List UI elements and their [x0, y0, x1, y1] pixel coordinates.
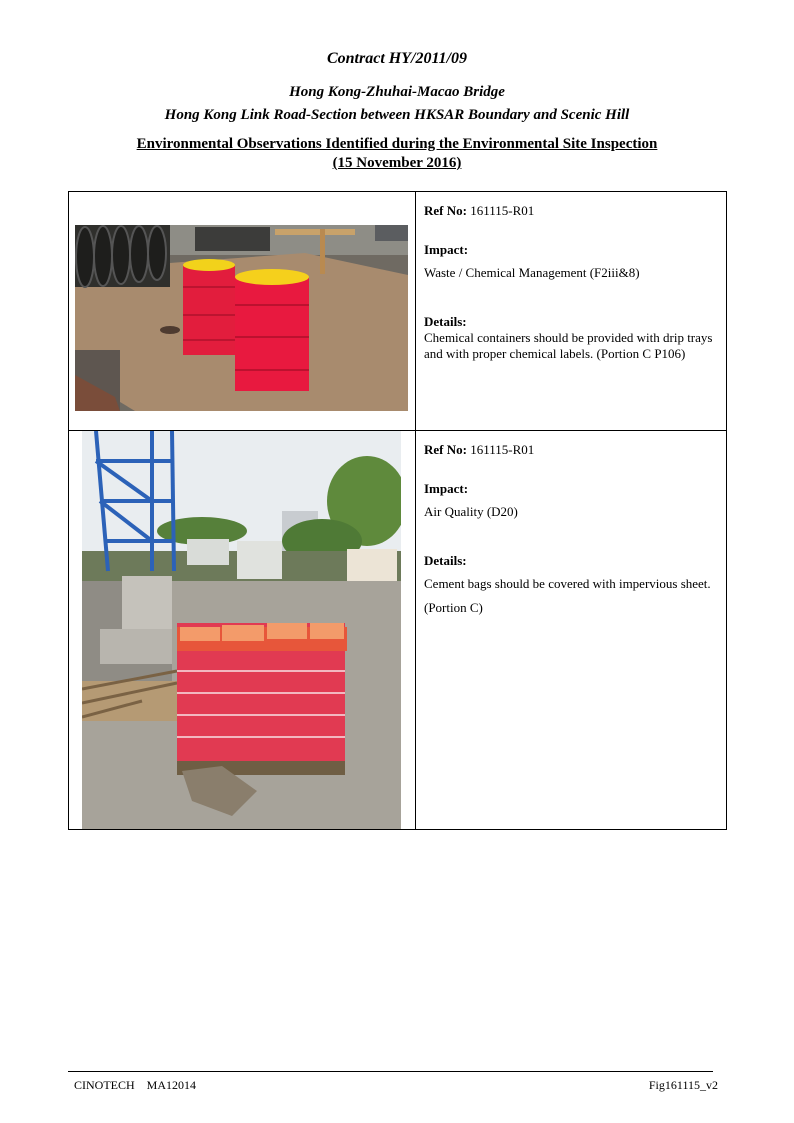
impact-label: Impact: [424, 481, 469, 496]
project-title-line2: Hong Kong Link Road-Section between HKSAR Boundary and Scenic Hill [164, 107, 630, 123]
ref-line [424, 442, 534, 458]
details-label: Details: [424, 553, 467, 568]
contract-number: Contract HY/2011/09 [326, 50, 467, 67]
footer-divider [68, 1071, 713, 1072]
footer-figure-ref: Fig161115_v2 [648, 1078, 718, 1092]
chemical-drums-photo [75, 225, 408, 411]
project-title-line1: Hong Kong-Zhuhai-Macao Bridge [289, 84, 505, 100]
impact-value: Air Quality (D20) [424, 504, 518, 519]
ref-no-value: 161115-R01 [470, 203, 535, 218]
cement-bags-photo [82, 431, 401, 829]
details-value: Chemical containers should be provided with drip trays and with proper chemical labels. (Portion C P106) [424, 330, 713, 361]
ref-no-label: Ref No: [424, 203, 467, 218]
details-label: Details: [424, 314, 467, 329]
inspection-date: (15 November 2016) [332, 155, 462, 171]
photo-cell [69, 431, 416, 829]
ref-no-label: Ref No: [424, 442, 467, 457]
observation-row [69, 431, 726, 829]
observations-table [68, 191, 727, 830]
details-value: Cement bags should be covered with impervious sheet. [424, 576, 711, 591]
ref-line [424, 203, 534, 219]
observation-details [416, 431, 728, 829]
observation-details [416, 192, 728, 430]
ref-no-value: 161115-R01 [470, 442, 535, 457]
observation-row [69, 192, 726, 431]
document-title: Environmental Observations Identified during the Environmental Site Inspection [136, 136, 658, 152]
impact-label: Impact: [424, 242, 469, 257]
photo-cell [69, 192, 416, 430]
details-value-portion: (Portion C) [424, 600, 483, 615]
footer-company-ref: CINOTECH MA12014 [74, 1078, 196, 1092]
impact-value: Waste / Chemical Management (F2iii&8) [424, 265, 640, 280]
